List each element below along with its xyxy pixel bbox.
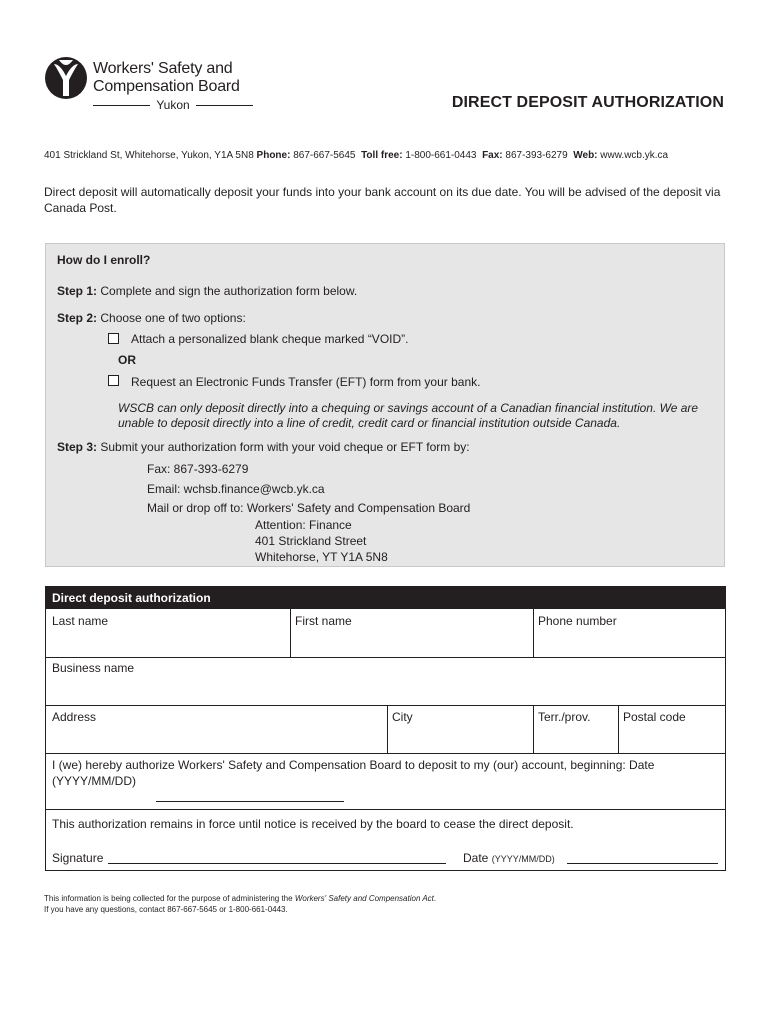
org-name-line1: Workers' Safety and (93, 60, 233, 77)
signature-input[interactable] (108, 863, 446, 864)
option2-label: Request an Electronic Funds Transfer (EFT) form from your bank. (131, 375, 481, 389)
divider (46, 753, 725, 754)
divider (46, 809, 725, 810)
web-label: Web: (573, 150, 598, 161)
postal-code-label: Postal code (623, 710, 686, 724)
step3-label: Step 3: (57, 440, 98, 454)
option1-label: Attach a personalized blank cheque marked “VOID”. (131, 332, 409, 346)
mail-city: Whitehorse, YT Y1A 5N8 (255, 550, 388, 564)
divider (196, 105, 253, 106)
form-heading: Direct deposit authorization (46, 587, 725, 609)
step1 (57, 284, 357, 299)
authorization-validity-text: This authorization remains in force until notice is received by the board to cease the direct deposit. (52, 817, 574, 831)
org-region (93, 98, 253, 112)
footer-line1-prefix: This information is being collected for the purpose of administering the (44, 894, 295, 903)
phone-label: Phone: (256, 150, 291, 161)
divider (618, 705, 619, 753)
phone-value: 867-667-5645 (293, 150, 356, 161)
tollfree-value: 1-800-661-0443 (405, 150, 477, 161)
last-name-label: Last name (52, 614, 109, 628)
divider (46, 657, 725, 658)
footer-line2: If you have any questions, contact 867-667-5645 or 1-800-661-0443. (44, 905, 288, 914)
divider (387, 705, 388, 753)
start-date-input[interactable] (156, 801, 344, 802)
footer-line1-suffix: . (433, 894, 437, 903)
email-option: Email: wchsb.finance@wcb.yk.ca (147, 482, 325, 496)
enroll-heading: How do I enroll? (57, 253, 151, 267)
business-name-label: Business name (52, 661, 135, 675)
tollfree-label: Toll free: (361, 150, 403, 161)
privacy-footer (44, 893, 436, 915)
eligibility-note: WSCB can only deposit directly into a chequing or savings account of a Canadian financial institution. We are unable to deposit directly into a line of credit, credit card or financial institution outside Canada. (118, 401, 699, 430)
web-link[interactable]: www.wcb.yk.ca (600, 150, 669, 161)
step2-label: Step 2: (57, 311, 98, 325)
authorization-form (45, 586, 726, 871)
contact-line (44, 150, 668, 161)
divider (533, 705, 534, 753)
org-name-line2: Compensation Board (93, 78, 240, 95)
footer-line1 (44, 893, 436, 904)
date-format-hint: (YYYY/MM/DD) (491, 854, 555, 864)
terr-prov-label: Terr./prov. (538, 710, 591, 724)
divider (533, 609, 534, 657)
signature-label: Signature (52, 851, 104, 865)
fax-label: Fax: (482, 150, 503, 161)
option1-checkbox[interactable] (108, 333, 119, 344)
date-label: Date (463, 851, 489, 865)
step1-text: Complete and sign the authorization form below. (100, 284, 358, 298)
intro-paragraph: Direct deposit will automatically deposit your funds into your bank account on its due date. You will be advised of the deposit via Canada Post. (44, 185, 721, 215)
step2 (57, 311, 246, 326)
step3 (57, 440, 470, 455)
org-region-label: Yukon (156, 98, 190, 112)
fax-option: Fax: 867-393-6279 (147, 462, 249, 476)
fax-value: 867-393-6279 (505, 150, 568, 161)
city-label: City (392, 710, 413, 724)
mail-option: Mail or drop off to: Workers' Safety and Compensation Board (147, 501, 471, 515)
wscb-logo-icon (44, 56, 88, 100)
step1-label: Step 1: (57, 284, 98, 298)
authorization-statement: I (we) hereby authorize Workers' Safety and Compensation Board to deposit to my (our) account, beginning: Date (YYYY/MM/DD) (52, 758, 655, 788)
signature-date-input[interactable] (567, 863, 718, 864)
document-title: DIRECT DEPOSIT AUTHORIZATION (451, 94, 724, 111)
divider (46, 705, 725, 706)
or-label: OR (118, 353, 136, 367)
step2-text: Choose one of two options: (100, 311, 246, 325)
phone-number-label: Phone number (538, 614, 617, 628)
mail-street: 401 Strickland Street (255, 534, 367, 548)
step3-text: Submit your authorization form with your void cheque or EFT form by: (100, 440, 470, 454)
option2-checkbox[interactable] (108, 375, 119, 386)
first-name-label: First name (295, 614, 352, 628)
signature-date-label (463, 851, 555, 867)
divider (290, 609, 291, 657)
footer-act-name: Workers' Safety and Compensation Act (294, 894, 434, 903)
mail-attention: Attention: Finance (255, 518, 352, 532)
divider (93, 105, 150, 106)
enroll-instructions-box (45, 243, 725, 567)
address-label: Address (52, 710, 97, 724)
contact-address: 401 Strickland St, Whitehorse, Yukon, Y1A 5N8 (44, 150, 254, 161)
